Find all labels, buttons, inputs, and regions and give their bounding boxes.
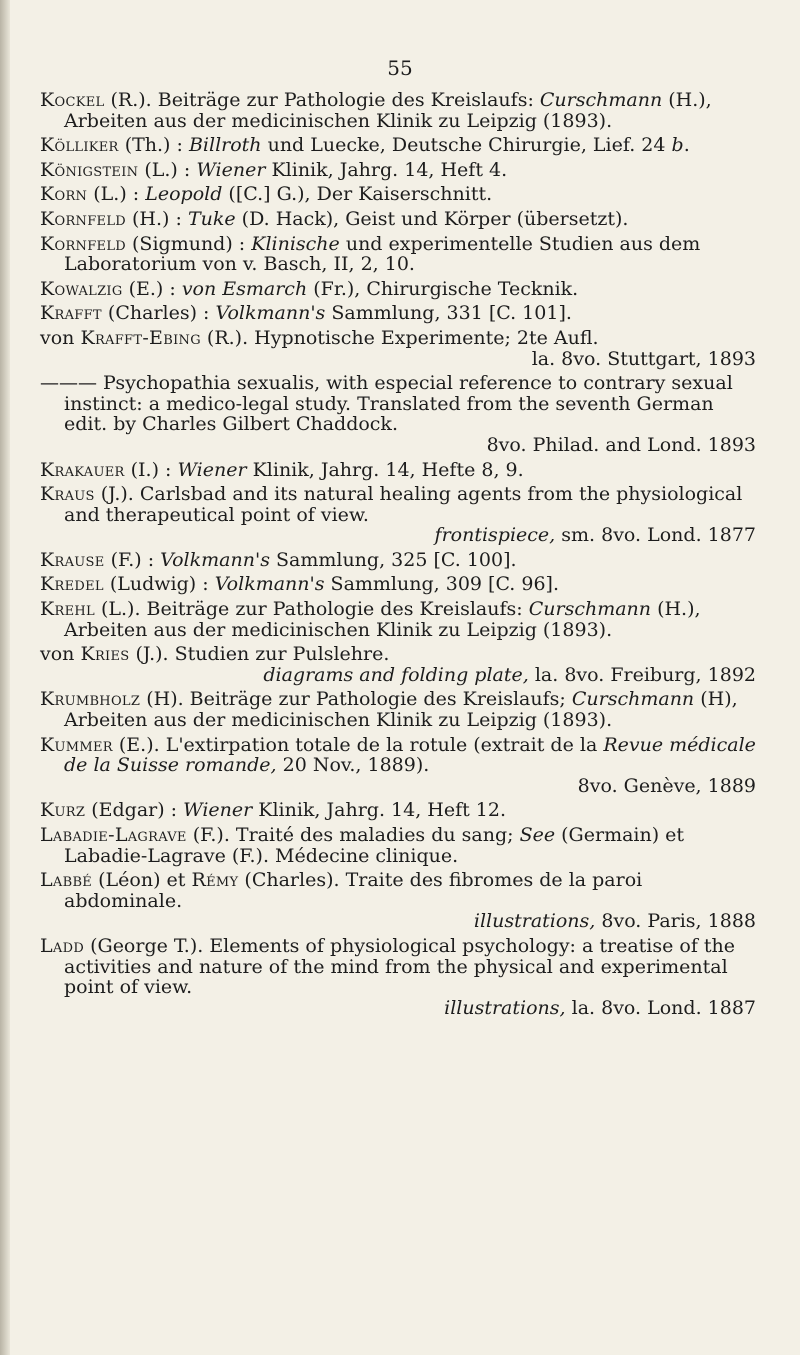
entry-labbe: Labbé (Léon) et Rémy (Charles). Traite des fibromes de la paroi abdominale. illustrations, 8vo. Paris, 1888	[40, 869, 756, 933]
entry-kockel: Kockel (R.). Beiträge zur Pathologie des Kreislaufs: Curschmann (H.), Arbeiten aus der medicinischen Klinik zu Leipzig (1893).	[40, 89, 712, 132]
entry-kornfeld-h: Kornfeld (H.) : Tuke (D. Hack), Geist und Körper (übersetzt).	[40, 207, 629, 230]
entry-krause: Krause (F.) : Volkmann's Sammlung, 325 [C. 100].	[40, 548, 517, 571]
entry-krafft-ebing: von Krafft-Ebing (R.). Hypnotische Experimente; 2te Aufl. la. 8vo. Stuttgart, 1893	[40, 326, 756, 370]
entry-krakauer: Krakauer (I.) : Wiener Klinik, Jahrg. 14, Hefte 8, 9.	[40, 458, 524, 481]
entry-labadie-lagrave: Labadie-Lagrave (F.). Traité des maladies du sang; See (Germain) et Labadie-Lagrave (F.). Médecine clinique.	[40, 824, 685, 867]
entry-ladd: Ladd (George T.). Elements of physiological psychology: a treatise of the activities and nature of the mind from the physical and experimental point of view. illustrations, la. 8vo. Lond. 1887	[40, 934, 756, 1019]
entry-kredel: Kredel (Ludwig) : Volkmann's Sammlung, 309 [C. 96].	[40, 573, 560, 596]
entry-kornfeld-sigmund: Kornfeld (Sigmund) : Klinische und experimentelle Studien aus dem Laboratorium von v. Basch, II, 2, 10.	[40, 232, 701, 276]
entry-krafft-ebing-psychopathia: ——— Psychopathia sexualis, with especial reference to contrary sexual instinct: a medico-legal study. Translated from the seventh German edit. by Charles Gilbert Chaddock. 8vo. Philad. and Lond. 1893	[40, 372, 756, 456]
bibliography-list	[40, 90, 756, 1022]
entry-krumbholz: Krumbholz (H). Beiträge zur Pathologie des Kreislaufs; Curschmann (H), Arbeiten aus der medicinischen Klinik zu Leipzig (1893).	[40, 688, 738, 732]
entry-krafft: Krafft (Charles) : Volkmann's Sammlung, 331 [C. 101].	[40, 302, 572, 325]
entry-korn: Korn (L.) : Leopold ([C.] G.), Der Kaiserschnitt.	[40, 183, 493, 206]
entry-kummer: Kummer (E.). L'extirpation totale de la rotule (extrait de la Revue médicale de la Suisse romande, 20 Nov., 1889). 8vo. Genève, 1889	[40, 733, 756, 797]
entry-kurz: Kurz (Edgar) : Wiener Klinik, Jahrg. 14, Heft 12.	[40, 799, 507, 822]
page-binding-shadow	[0, 0, 10, 1355]
entry-kraus: Kraus (J.). Carlsbad and its natural healing agents from the physiological and therapeutical point of view. frontispiece, sm. 8vo. Lond. 1877	[40, 483, 756, 547]
entry-konigstein: Königstein (L.) : Wiener Klinik, Jahrg. 14, Heft 4.	[40, 158, 508, 181]
entry-kries: von Kries (J.). Studien zur Pulslehre. diagrams and folding plate, la. 8vo. Freiburg, 1892	[40, 643, 756, 686]
entry-kolliker: Kölliker (Th.) : Billroth und Luecke, Deutsche Chirurgie, Lief. 24 b.	[40, 134, 690, 157]
entry-krehl: Krehl (L.). Beiträge zur Pathologie des Kreislaufs: Curschmann (H.), Arbeiten aus der medicinischen Klinik zu Leipzig (1893).	[40, 598, 701, 641]
entry-kowalzig: Kowalzig (E.) : von Esmarch (Fr.), Chirurgische Tecknik.	[40, 277, 579, 300]
page-number: 55	[387, 56, 413, 80]
